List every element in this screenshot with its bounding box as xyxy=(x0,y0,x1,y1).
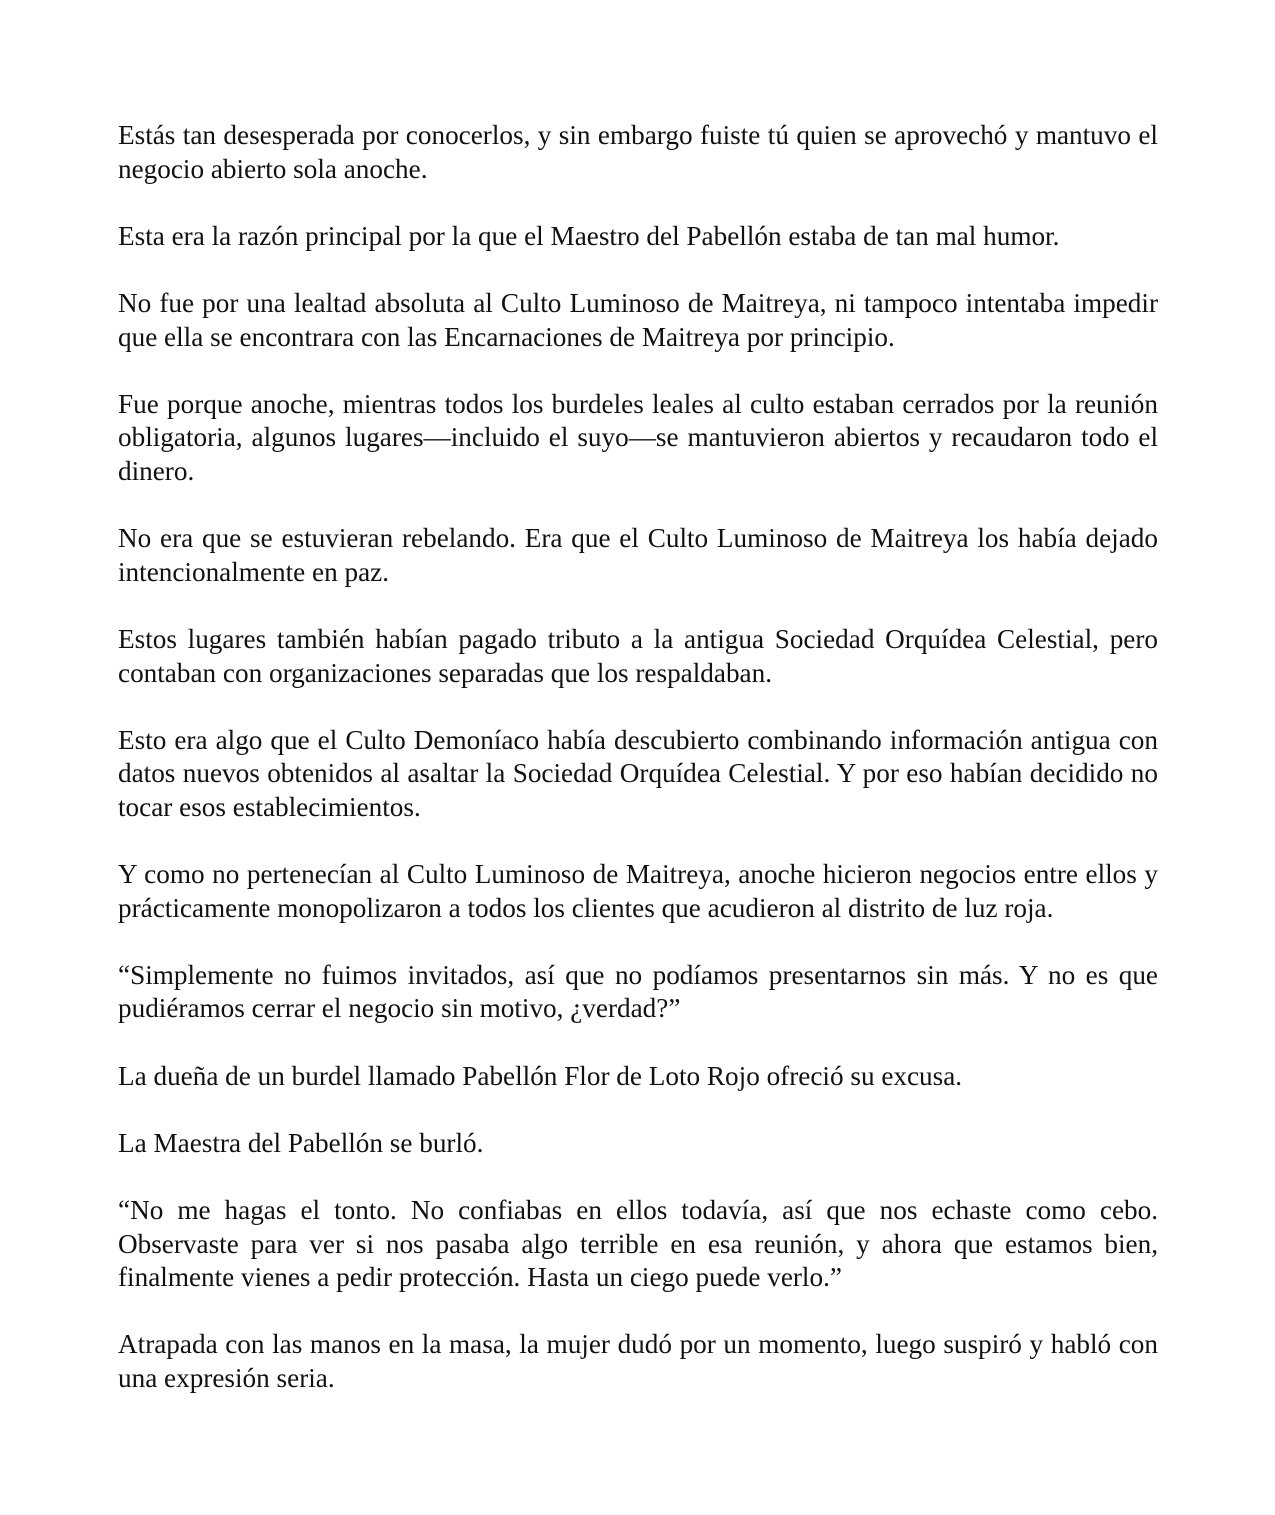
paragraph-10: La dueña de un burdel llamado Pabellón Flor de Loto Rojo ofreció su excusa. xyxy=(118,1060,963,1091)
paragraph-1: Estás tan desesperada por conocerlos, y sin embargo fuiste tú quien se aprovechó y mantuvo el negocio abierto sola anoche. xyxy=(118,120,1158,184)
paragraph-8: Y como no pertenecían al Culto Luminoso de Maitreya, anoche hicieron negocios entre ellos y prácticamente monopolizaron a todos los clientes que acudieron al distrito de luz roja. xyxy=(118,859,1158,923)
paragraph-3: No fue por una lealtad absoluta al Culto Luminoso de Maitreya, ni tampoco intentaba impedir que ella se encontrara con las Encarnaciones de Maitreya por principio. xyxy=(118,287,1158,352)
paragraph-11: La Maestra del Pabellón se burló. xyxy=(118,1127,484,1158)
document-page xyxy=(118,119,1158,1396)
paragraph-13: Atrapada con las manos en la masa, la mujer dudó por un momento, luego suspiró y habló con una expresión seria. xyxy=(118,1329,1158,1393)
paragraph-4: Fue porque anoche, mientras todos los burdeles leales al culto estaban cerrados por la reunión obligatoria, algunos lugares—incluido el suyo—se mantuvieron abiertos y recaudaron todo el dinero. xyxy=(118,388,1158,486)
paragraph-2: Esta era la razón principal por la que el Maestro del Pabellón estaba de tan mal humor. xyxy=(118,220,1060,251)
paragraph-9: “Simplemente no fuimos invitados, así que no podíamos presentarnos sin más. Y no es que pudiéramos cerrar el negocio sin motivo, ¿verdad?” xyxy=(118,959,1158,1024)
paragraph-5: No era que se estuvieran rebelando. Era que el Culto Luminoso de Maitreya los había dejado intencionalmente en paz. xyxy=(118,523,1158,587)
paragraph-12: “No me hagas el tonto. No confiabas en ellos todavía, así que nos echaste como cebo. Observaste para ver si nos pasaba algo terrible en esa reunión, y ahora que estamos bien, finalmente vienes a pedir protección. Hasta un ciego puede verlo.” xyxy=(118,1195,1158,1293)
paragraph-7: Esto era algo que el Culto Demoníaco había descubierto combinando información antigua con datos nuevos obtenidos al asaltar la Sociedad Orquídea Celestial. Y por eso habían decidido no tocar esos establecimientos. xyxy=(118,724,1158,822)
paragraph-6: Estos lugares también habían pagado tributo a la antigua Sociedad Orquídea Celestial, pero contaban con organizaciones separadas que los respaldaban. xyxy=(118,623,1158,688)
